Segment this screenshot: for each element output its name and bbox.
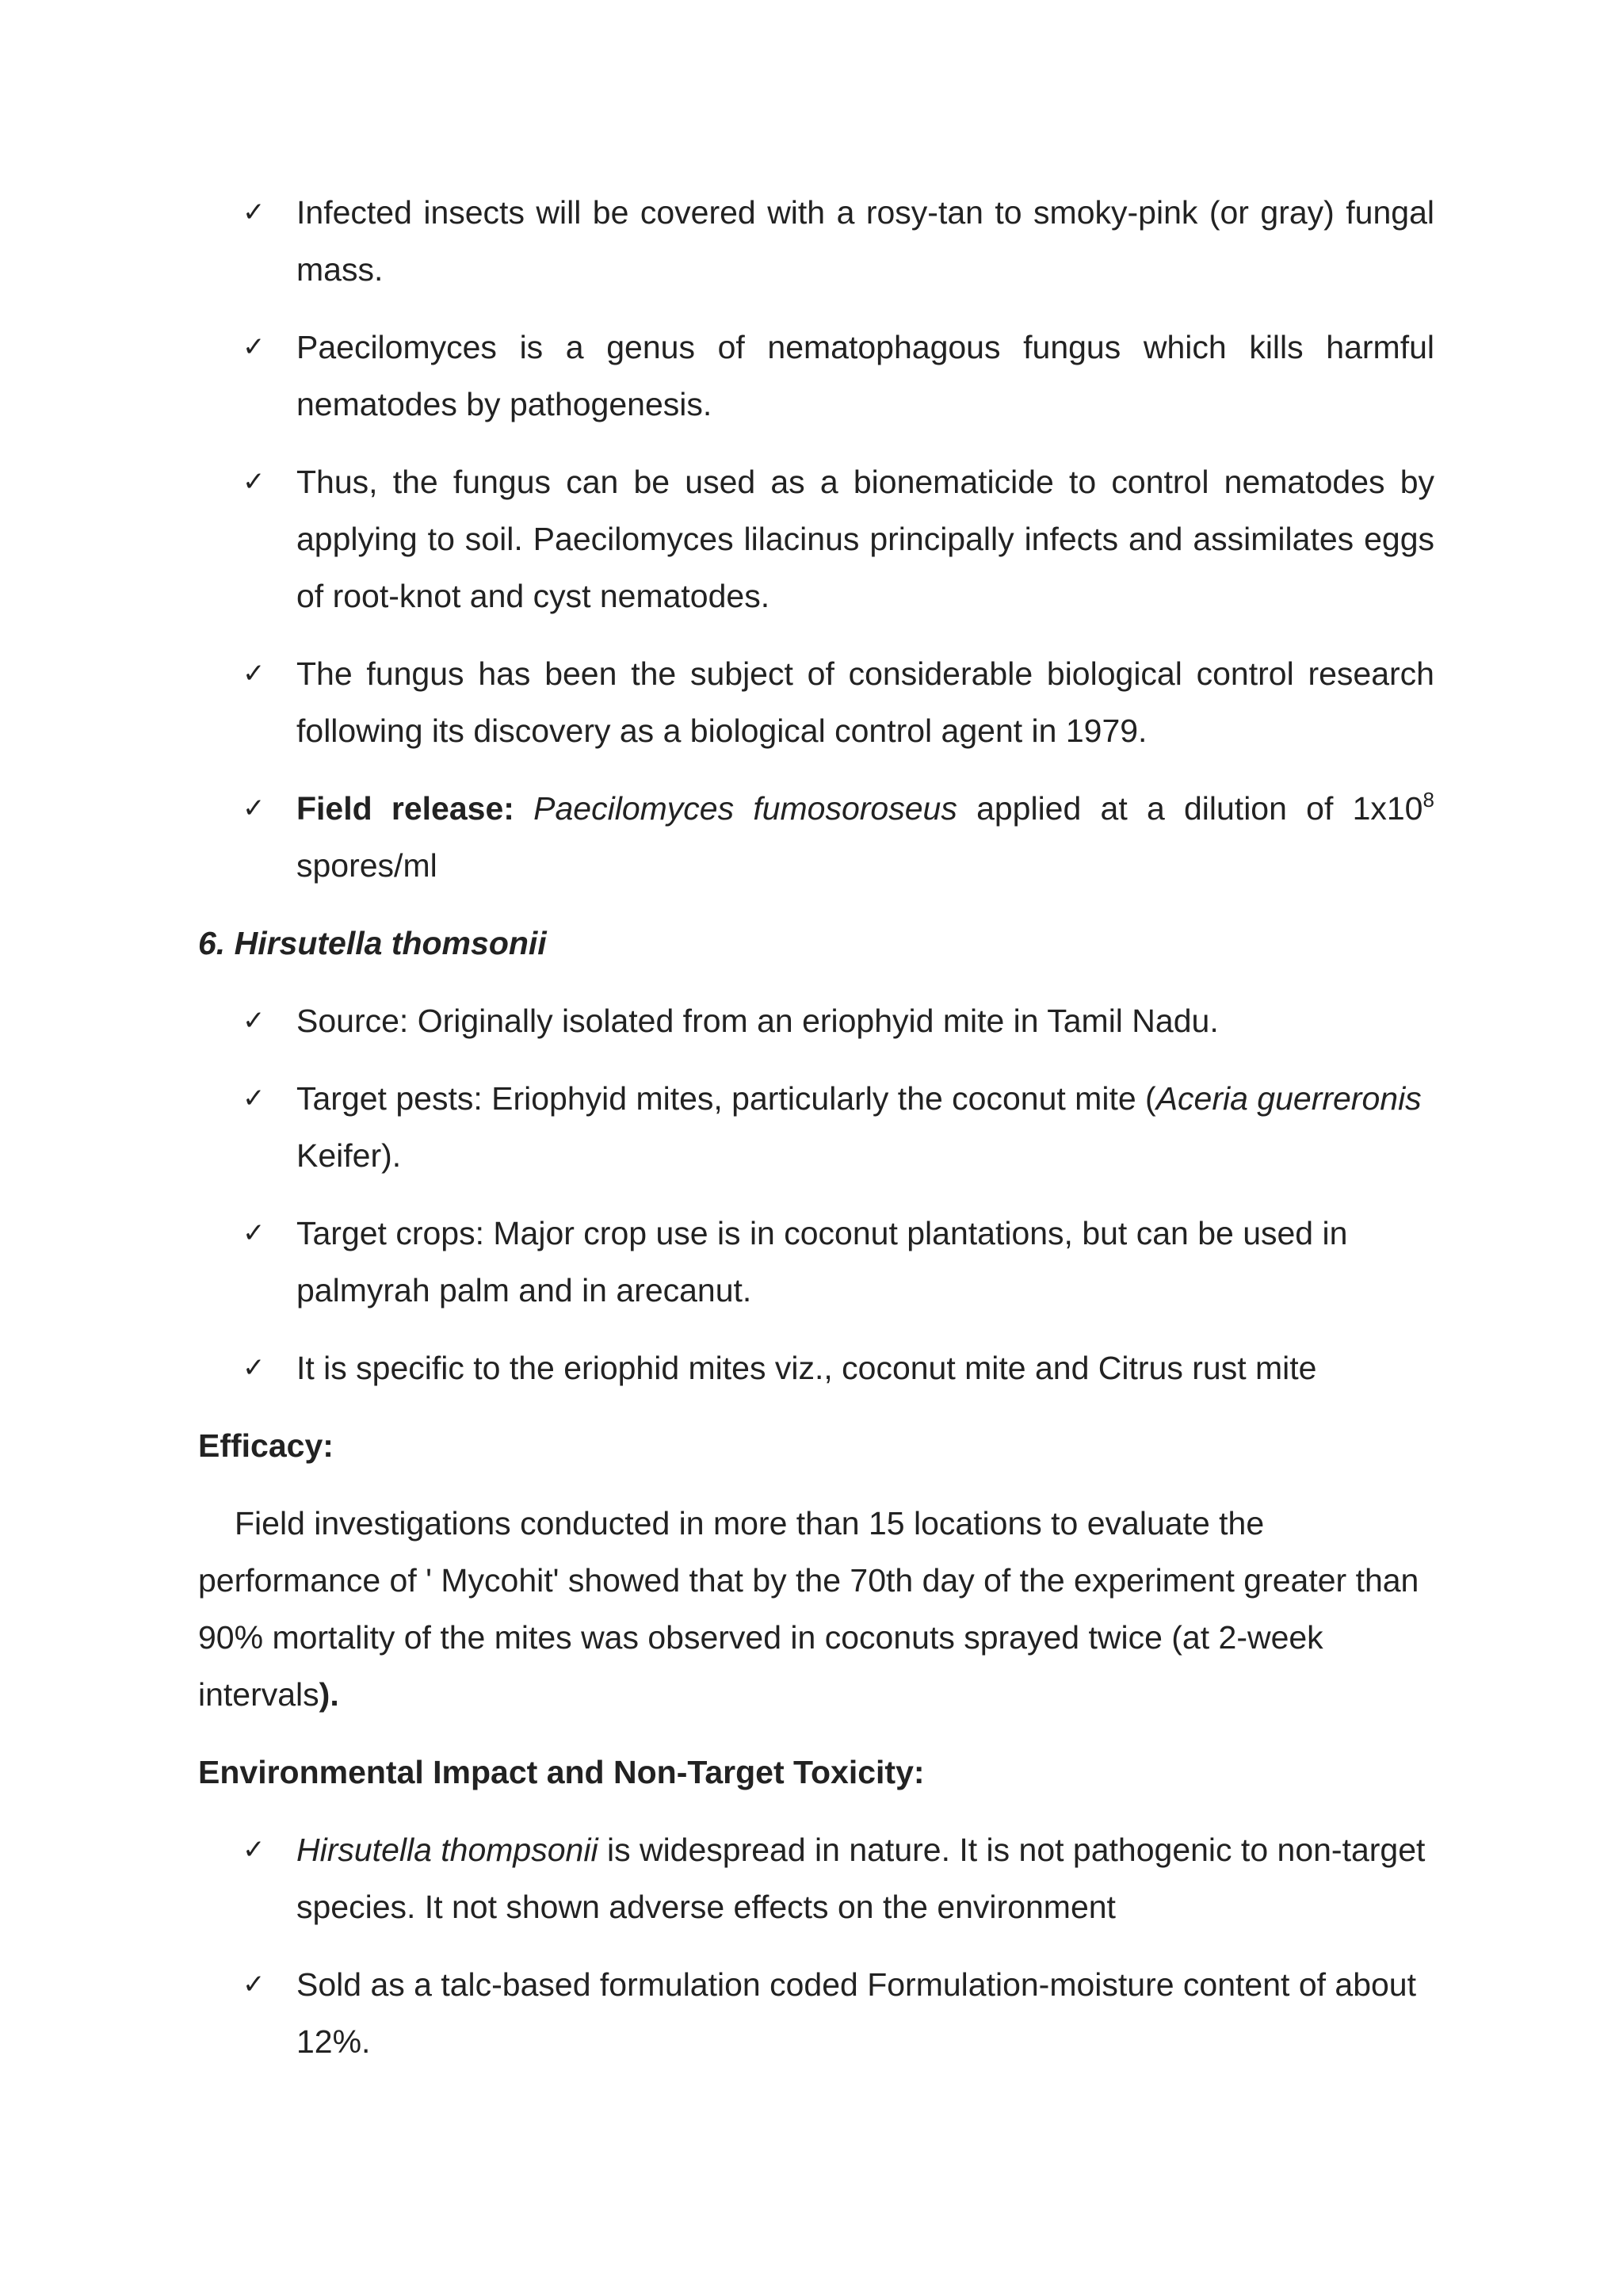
list-item — [198, 184, 1434, 298]
list-item-text: Target crops: Major crop use is in coconut plantations, but can be used in palmyrah palm and in arecanut. — [296, 1215, 1348, 1308]
checkmark-icon: ✓ — [242, 658, 265, 690]
checkmark-icon: ✓ — [242, 1005, 265, 1037]
list-item-text: The fungus has been the subject of considerable biological control research following its discovery as a biological control agent in 1979. — [296, 655, 1434, 749]
list-item — [198, 1205, 1434, 1319]
dilution-unit: spores/ml — [296, 847, 437, 884]
species-name: Paecilomyces fumosoroseus — [533, 790, 957, 827]
field-release-label: Field release: — [296, 790, 514, 827]
species-name: Aceria guerreronis — [1155, 1080, 1422, 1117]
list-item-text: It is specific to the eriophid mites viz., coconut mite and Citrus rust mite — [296, 1350, 1317, 1386]
list-item-text: Source: Originally isolated from an eriophyid mite in Tamil Nadu. — [296, 1003, 1219, 1039]
checkmark-icon: ✓ — [242, 331, 265, 363]
dilution-text: applied at a dilution of 1x10 — [976, 790, 1423, 827]
checkmark-icon: ✓ — [242, 1352, 265, 1384]
bullet-list-paecilomyces — [198, 184, 1434, 894]
list-item — [198, 453, 1434, 625]
checkmark-icon: ✓ — [242, 1083, 265, 1114]
list-item-text: is widespread in nature. It is not pathogenic to non-target species. It not shown adverse effects on the environment — [296, 1832, 1426, 1925]
species-name: Hirsutella thompsonii — [296, 1832, 598, 1868]
list-item — [198, 319, 1434, 433]
list-item — [198, 1821, 1434, 1935]
efficacy-paragraph — [198, 1495, 1434, 1723]
list-item-text: Paecilomyces is a genus of nematophagous fungus which kills harmful nematodes by pathogenesis. — [296, 329, 1434, 422]
checkmark-icon: ✓ — [242, 197, 265, 228]
efficacy-text: Field investigations conducted in more than 15 locations to evaluate the performance of ' Mycohit' showed that by the 70th day of the experiment greater than 90% mortality of the mites was observed in coconuts sprayed twice (at 2-week intervals — [198, 1505, 1419, 1713]
list-item-field-release — [198, 780, 1434, 894]
dilution-exponent: 8 — [1423, 788, 1434, 812]
list-item — [198, 645, 1434, 759]
list-item-text: Sold as a talc-based formulation coded Formulation-moisture content of about 12%. — [296, 1966, 1416, 2060]
checkmark-icon: ✓ — [242, 793, 265, 824]
efficacy-closing: ). — [319, 1676, 339, 1713]
list-item-text: Target pests: Eriophyid mites, particularly the coconut mite ( — [296, 1080, 1156, 1117]
checkmark-icon: ✓ — [242, 466, 265, 498]
list-item — [198, 992, 1434, 1049]
checkmark-icon: ✓ — [242, 1969, 265, 2000]
list-item-text: Thus, the fungus can be used as a bionematicide to control nematodes by applying to soil. Paecilomyces lilacinus principally infects and assimilates eggs of root-knot and cyst nematodes. — [296, 464, 1434, 614]
list-item — [198, 1339, 1434, 1396]
bullet-list-environment — [198, 1821, 1434, 2070]
document-content — [198, 184, 1434, 2091]
list-item-text: Infected insects will be covered with a rosy-tan to smoky-pink (or gray) fungal mass. — [296, 194, 1434, 288]
checkmark-icon: ✓ — [242, 1834, 265, 1866]
list-item — [198, 1956, 1434, 2070]
section-heading: 6. Hirsutella thomsonii — [198, 925, 547, 961]
efficacy-heading: Efficacy: — [198, 1427, 334, 1464]
list-item — [198, 1070, 1434, 1184]
environment-heading: Environmental Impact and Non-Target Toxicity: — [198, 1754, 925, 1790]
checkmark-icon: ✓ — [242, 1217, 265, 1249]
list-item-text-suffix: Keifer). — [296, 1137, 402, 1174]
bullet-list-hirsutella — [198, 992, 1434, 1396]
